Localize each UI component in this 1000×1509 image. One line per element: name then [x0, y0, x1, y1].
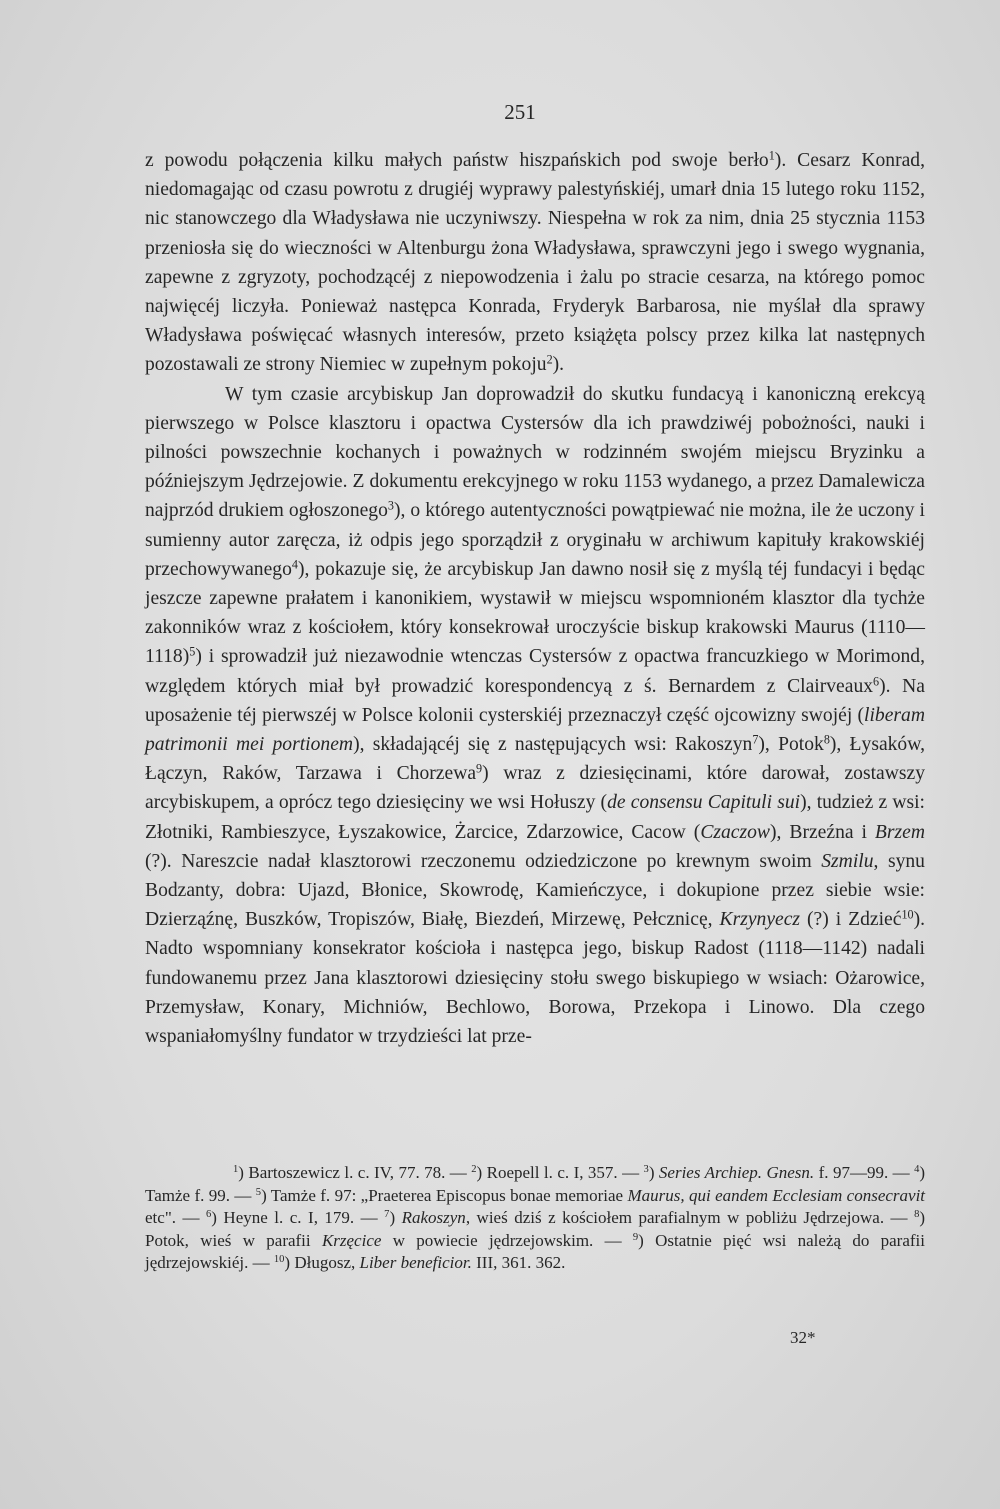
text-run: ) Roepell l. c. I, 357. — [476, 1163, 644, 1182]
text-run: ) Ostatnie pięć wsi należą do parafii jędrzejowskiéj. — [145, 1230, 925, 1272]
text-run: ) Tamże f. 99. — [145, 1163, 925, 1205]
text-run: ). Cesarz Konrad, niedomagając od czasu powrotu z drugiéj wyprawy palestyńskiéj, umarł dnia 15 lutego roku 1152, nic stanowczego dla Władysława nie uczyniwszy. Niespełna w rok za nim, dnia 25 stycznia 1153 przeniosła się do wieczności w Altenburgu żona Władysława, sprawczyni jego i swego wygnania, zapewne z zgryzoty, pochodzącéj z niepowodzenia i żalu po stracie cesarza, na którego pomoc najwięcéj liczyła. Ponieważ następca Konrada, Fryderyk Barbarosa, nie myślał dla sprawy Władysława poświęcać własnych interesów, przeto książęta polscy przez kilka lat następnych pozostawali ze strony Niemiec w zupełnym pokoju [145, 150, 925, 376]
text-run: ) Potok, wieś w parafii [145, 1208, 925, 1250]
italic-text: liberam patrimonii mei portionem [145, 704, 925, 756]
text-run: ), Potok [758, 734, 824, 756]
footnote-ref: 4 [914, 1164, 920, 1176]
text-run: ), pokazuje się, że arcybiskup Jan dawno nosił się z myślą téj fundacyi i będąc jeszcze zapewne prałatem i kanonikiem, wystawił w miejscu wspomnioném klasztor dla tychże zakonników wraz z kościołem, który konsekrował uroczyście biskup krakowski Maurus (1110—1118) [145, 558, 925, 668]
footnote-ref: 9 [632, 1231, 639, 1243]
text-run: ) [389, 1208, 402, 1227]
footnote-ref: 1 [768, 148, 775, 163]
body-text [145, 146, 925, 1051]
footnote-text [145, 1162, 925, 1275]
text-run: ), Łysaków, Łączyn, Raków, Tarzawa i Chorzewa [145, 734, 926, 785]
italic-text: Liber beneficior. [359, 1253, 472, 1272]
text-run: (?). Nareszcie nadał klasztorowi rzeczonemu odziedziczone po krewnym swoim [145, 850, 822, 872]
footnote-ref: 5 [189, 644, 196, 659]
italic-text: Czaczow [700, 821, 770, 843]
paragraph [145, 380, 925, 1052]
text-run: III, 361. 362. [471, 1253, 566, 1272]
footnote-ref: 7 [384, 1209, 390, 1221]
footnote-ref: 9 [476, 761, 483, 776]
footnote-ref: 2 [546, 352, 553, 367]
text-run: ). [552, 354, 565, 376]
text-run: (?) i Zdzieć [800, 909, 902, 931]
footnote-ref: 5 [255, 1186, 262, 1198]
italic-text: Maurus, qui eandem Ecclesiam consecravit [627, 1185, 926, 1205]
text-run: ) wraz z dziesięcinami, które darował, zostawszy arcybiskupem, a oprócz tego dziesięciny we wsi Hołuszy ( [145, 763, 925, 814]
footnote-ref: 7 [752, 732, 759, 747]
text-run: ), Brzeźna i [770, 821, 875, 843]
footnote-ref: 3 [643, 1164, 649, 1176]
italic-text: Szmilu [821, 850, 874, 872]
text-run: ) [648, 1163, 659, 1182]
text-run: ), tudzież z wsi: Złotniki, Rambieszyce, Łyszakowice, Żarcice, Zdarzowice, Cacow ( [145, 792, 925, 843]
italic-text: Rakoszyn [401, 1208, 466, 1227]
italic-text: Brzem [874, 821, 925, 843]
text-run: , wieś dziś z kościołem parafialnym w pobliżu Jędrzejowa. — [465, 1208, 915, 1227]
text-run: ). Na uposażenie téj pierwszéj w Polsce kolonii cysterskiéj przeznaczył część ojcowizny swojéj ( [145, 675, 925, 726]
footnote-ref: 6 [873, 673, 880, 688]
footnote-ref: 3 [387, 498, 394, 513]
text-run: ) Bartoszewicz l. c. IV, 77. 78. — [238, 1163, 472, 1182]
italic-text: Krzynyecz [719, 909, 801, 931]
footnote-ref: 1 [233, 1164, 239, 1176]
paragraph [145, 146, 925, 380]
italic-text: de consensu Capituli sui [607, 792, 801, 814]
text-run: , synu Bodzanty, dobra: Ujazd, Błonice, Skowrodę, Kamieńczyce, i dokupione przez siebie wsie: Dzierząźnę, Buszków, Tropiszów, Białę, Biezdeń, Mirzewę, Pełcznicę, [145, 850, 925, 931]
italic-text: Series Archiep. Gnesn. [658, 1163, 815, 1182]
footnotes [145, 1162, 925, 1275]
text-run: ) Długosz, [284, 1253, 360, 1272]
footnote-ref: 4 [291, 557, 298, 572]
footnote-ref: 10 [273, 1254, 285, 1266]
signature-mark: 32* [790, 1328, 816, 1347]
footnote-ref: 2 [471, 1164, 477, 1176]
text-run: ) Tamże f. 97: „Praeterea Episcopus bonae memoriae [261, 1185, 628, 1205]
footnote-ref: 8 [914, 1209, 920, 1221]
text-run: ). Nadto wspomniany konsekrator kościoła i następca jego, biskup Radost (1118—1142) nadali fundowanemu przez Jana klasztorowi dziesięciny stołu swego biskupiego w wsiach: Ożarowice, Przemysław, Konary, Michniów, Bechlowo, Borowa, Przekopa i Linowo. Dla czego wspaniałomyślny fundator w trzydzieści lat prze- [145, 909, 926, 1048]
text-run: ), o którego autentyczności powątpiewać nie można, ile że uczony i sumienny autor zaręcza, iż odpis jego sporządził z oryginału w archiwum kapituły krakowskiéj przechowywanego [145, 500, 925, 580]
footnote-ref: 10 [901, 907, 914, 922]
text-run: etc". — [145, 1208, 206, 1227]
footnote-ref: 8 [823, 732, 830, 747]
text-run: f. 97—99. — [814, 1163, 915, 1182]
text-run: ) Heyne l. c. I, 179. — [211, 1208, 385, 1227]
text-run: W tym czasie arcybiskup Jan doprowadził do skutku fundacyą i kanoniczną erekcyą pierwszego w Polsce klasztoru i opactwa Cystersów dla ich prawdziwéj pobożności, nauki i pilności powszechnie kochanych i poważnych w rodzinném swojém miejscu Bryzinku a późniejszym Jędrzejowie. Z dokumentu erekcyjnego w roku 1153 wydanego, a przez Damalewicza najprzód drukiem ogłoszonego [145, 383, 925, 522]
text-run: z powodu połączenia kilku małych państw hiszpańskich pod swoje berło [145, 150, 769, 171]
italic-text: Krzęcice [321, 1230, 382, 1250]
page-number: 251 [504, 100, 536, 124]
text-run: w powiecie jędrzejowskim. — [381, 1230, 633, 1250]
text-run: ), składającéj się z następujących wsi: Rakoszyn [353, 734, 753, 756]
text-run: ) i sprowadził już niezawodnie wtenczas Cystersów z opactwa francuzkiego w Morimond, względem których miał był prowadzić korespondencyą z ś. Bernardem z Clairveaux [145, 646, 925, 697]
footnote-ref: 6 [206, 1209, 212, 1221]
